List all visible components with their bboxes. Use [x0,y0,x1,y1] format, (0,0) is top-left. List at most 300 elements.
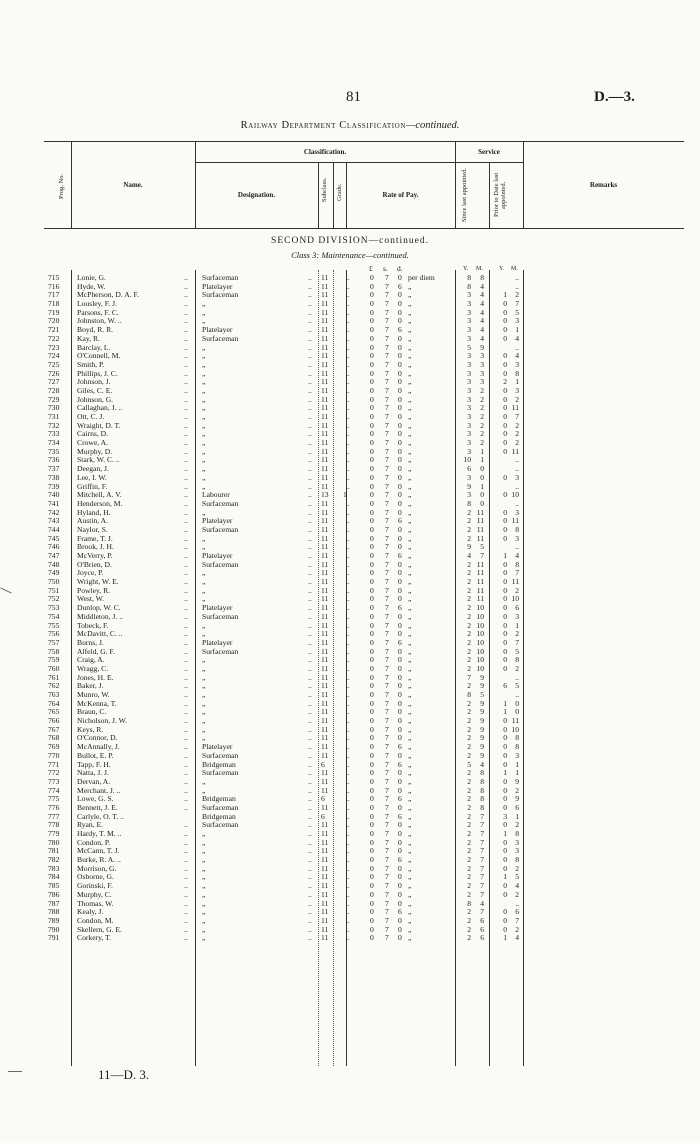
cell-sm: 4 [480,299,484,309]
cell-name: O'Connell, M. [77,351,121,361]
cell-sy: 3 [467,438,471,448]
cell-sub: 11 [321,585,329,595]
cell-sy: 6 [467,464,471,474]
cell-name: Cairns, D. [77,429,109,439]
cell-no: 745 [48,533,60,543]
cell-name: Austin, A. [77,516,109,526]
cell-d1: .. [184,585,188,595]
cell-d: 0 [398,585,402,595]
cell-pm: 3 [515,533,519,543]
cell-s: 7 [385,568,389,578]
cell-sub: 11 [321,446,329,456]
cell-pm: 0 [515,698,519,708]
table-body [0,274,700,943]
cell-d: 0 [398,577,402,587]
cell-des: „ [202,776,206,786]
cell-d2: .. [308,385,312,395]
cell-d3: .. [346,750,350,760]
cell-per: „ [408,829,412,838]
cell-per: „ [408,385,412,395]
cell-sub: 11 [321,620,329,630]
cell-d2: .. [308,307,312,317]
cell-pm: 2 [515,663,519,673]
cell-d3: .. [346,507,350,517]
cell-d: 0 [398,403,402,413]
cell-des: „ [202,542,206,552]
cell-d: 0 [398,881,402,891]
cell-des: „ [202,846,206,856]
cell-d3: .. [346,872,350,882]
cell-l: 0 [370,733,374,743]
cell-no: 732 [48,420,60,430]
cell-d3: .. [346,585,350,595]
cell-name: Corkery, T. [77,933,112,943]
cell-sy: 2 [467,594,471,604]
cell-no: 736 [48,455,60,465]
cell-py: 0 [503,759,507,769]
cell-d2: .. [308,872,312,882]
cell-no: 772 [48,768,60,778]
cell-d3: .. [346,385,350,395]
cell-s: 7 [385,594,389,604]
cell-pm: 2 [515,924,519,934]
cell-sub: 11 [321,611,329,621]
cell-sub: 11 [321,750,329,760]
cell-per: „ [408,690,412,699]
cell-pm: .. [515,672,519,682]
cell-sub: 11 [321,498,329,508]
cell-l: 0 [370,559,374,569]
cell-des: „ [202,785,206,795]
cell-name: Crowe, A. [77,438,109,448]
cell-sm: 9 [480,672,484,682]
cell-name: Carlyle, O. T. .. [77,811,124,821]
cell-sm: 5 [480,690,484,699]
cell-d: 0 [398,273,402,282]
cell-py: 1 [503,872,507,882]
cell-sm: 1 [480,481,484,491]
cell-s: 7 [385,316,389,326]
cell-s: 7 [385,768,389,778]
cell-d2: .. [308,811,312,821]
cell-l: 0 [370,464,374,474]
cell-py: 0 [503,438,507,448]
cell-per: „ [408,307,412,317]
cell-per: „ [408,907,412,917]
cell-no: 770 [48,750,60,760]
cell-sub: 11 [321,559,329,569]
cell-sub: 11 [321,403,329,413]
cell-d2: .. [308,820,312,830]
cell-sub: 11 [321,359,329,369]
cell-sub: 11 [321,429,329,439]
cell-per: „ [408,785,412,795]
cell-sub: 11 [321,690,329,699]
cell-d3: .. [346,273,350,282]
cell-d: 6 [398,855,402,865]
cell-d1: .. [184,915,188,925]
cell-pm: 9 [515,794,519,804]
cell-per: „ [408,620,412,630]
cell-d1: .. [184,412,188,421]
cell-sm: 4 [480,333,484,343]
cell-no: 731 [48,412,60,421]
cell-no: 778 [48,820,60,830]
cell-d: 0 [398,429,402,439]
cell-s: 7 [385,273,389,282]
cell-des: Surfaceman [202,559,239,569]
footer-reference: 11—D. 3. [98,1067,150,1082]
cell-d3: .. [346,889,350,899]
cell-l: 0 [370,446,374,456]
cell-sm: 11 [476,568,484,578]
cell-per: „ [408,924,412,934]
cell-sy: 2 [467,629,471,639]
cell-d3: .. [346,837,350,847]
cell-no: 785 [48,881,60,891]
cell-sm: 9 [480,742,484,752]
cell-sm: 7 [480,846,484,856]
cell-no: 760 [48,663,60,673]
cell-d: 6 [398,759,402,769]
table-row [0,648,700,657]
cell-name: Smith, P. [77,359,105,369]
cell-no: 734 [48,438,60,448]
cell-l: 0 [370,855,374,865]
cell-d3: .. [346,594,350,604]
cell-per: „ [408,889,412,899]
cell-name: Giles, C. E. [77,385,113,395]
cell-pm: .. [515,464,519,474]
cell-d2: .. [308,403,312,413]
cell-no: 764 [48,698,60,708]
cell-sm: 7 [480,863,484,873]
cell-sub: 11 [321,716,329,726]
cell-sub: 11 [321,577,329,587]
cell-d3: .. [346,299,350,309]
cell-sm: 9 [480,681,484,691]
cell-s: 7 [385,472,389,482]
cell-sm: 10 [476,603,484,613]
cell-d1: .. [184,846,188,856]
cell-des: „ [202,507,206,517]
cell-sy: 3 [467,490,471,500]
cell-name: Henderson, M. [77,498,123,508]
cell-sm: 2 [480,420,484,430]
cell-pm: 1 [515,620,519,630]
cell-l: 0 [370,420,374,430]
cell-s: 7 [385,307,389,317]
cell-name: Johnson, J. [77,377,111,387]
cell-sub: 11 [321,681,329,691]
cell-d: 0 [398,776,402,786]
cell-name: Lonie, G. [77,273,106,282]
cell-pm: 6 [515,802,519,812]
cell-d2: .. [308,742,312,752]
cell-pm: 11 [511,577,519,587]
cell-sm: 6 [480,915,484,925]
cell-des: „ [202,446,206,456]
cell-d: 0 [398,733,402,743]
cell-s: 7 [385,820,389,830]
cell-sub: 11 [321,907,329,917]
cell-sm: 8 [480,768,484,778]
cell-des: „ [202,855,206,865]
cell-s: 7 [385,672,389,682]
cell-name: Murphy, C. [77,889,112,899]
cell-name: Bullot, E. P. [77,750,114,760]
cell-d1: .. [184,603,188,613]
cell-sy: 8 [467,690,471,699]
cell-des: „ [202,377,206,387]
cell-des: Platelayer [202,603,233,613]
cell-d2: .. [308,325,312,335]
cell-sm: 8 [480,794,484,804]
cell-des: Platelayer [202,637,233,647]
cell-des: „ [202,907,206,917]
cell-l: 0 [370,863,374,873]
cell-py: 0 [503,924,507,934]
cell-pm: 4 [515,551,519,560]
cell-d2: .. [308,429,312,439]
cell-pm: 5 [515,872,519,882]
cell-d: 6 [398,281,402,291]
cell-d2: .. [308,907,312,917]
cell-l: 0 [370,290,374,300]
cell-per: „ [408,759,412,769]
cell-d: 0 [398,872,402,882]
cell-d1: .. [184,620,188,630]
cell-sm: 4 [480,281,484,291]
cell-pm: 2 [515,629,519,639]
cell-sy: 5 [467,342,471,352]
cell-sy: 3 [467,325,471,335]
cell-d3: .. [346,672,350,682]
cell-d2: .. [308,594,312,604]
cell-des: „ [202,716,206,726]
cell-pm: 10 [511,490,519,500]
cell-d: 0 [398,490,402,500]
cell-des: „ [202,837,206,847]
cell-d3: .. [346,759,350,769]
cell-no: 777 [48,811,60,821]
cell-no: 776 [48,802,60,812]
cell-des: „ [202,698,206,708]
cell-d: 6 [398,516,402,526]
cell-no: 791 [48,933,60,943]
cell-s: 7 [385,863,389,873]
table-row [0,404,700,413]
cell-sub: 11 [321,655,329,665]
cell-per: „ [408,394,412,404]
cell-d: 0 [398,498,402,508]
cell-l: 0 [370,881,374,891]
cell-per: „ [408,281,412,291]
cell-sy: 2 [467,915,471,925]
cell-name: Barclay, L. [77,342,111,352]
cell-d3: .. [346,516,350,526]
cell-sm: 7 [480,837,484,847]
cell-name: Lowe, G. S. [77,794,114,804]
cell-sy: 2 [467,802,471,812]
cell-des: Bridgeman [202,811,236,821]
cell-no: 753 [48,603,60,613]
cell-no: 737 [48,464,60,474]
cell-pm: 8 [515,524,519,534]
cell-per: „ [408,490,412,500]
cell-d3: .. [346,472,350,482]
cell-d1: .. [184,898,188,908]
cell-no: 735 [48,446,60,456]
cell-no: 728 [48,385,60,395]
cell-sy: 2 [467,724,471,734]
cell-sm: 0 [480,490,484,500]
cell-d2: .. [308,577,312,587]
header-grade: Grade. [336,183,343,201]
cell-pm: .. [515,281,519,291]
cell-d1: .. [184,872,188,882]
cell-l: 0 [370,516,374,526]
cell-no: 721 [48,325,60,335]
cell-d2: .. [308,490,312,500]
cell-py: 3 [503,811,507,821]
cell-pm: 5 [515,307,519,317]
cell-py: 0 [503,750,507,760]
cell-d: 0 [398,533,402,543]
cell-l: 0 [370,811,374,821]
cell-sy: 2 [467,611,471,621]
cell-no: 741 [48,498,60,508]
cell-l: 0 [370,663,374,673]
cell-no: 727 [48,377,60,387]
cell-d1: .. [184,577,188,587]
cell-des: „ [202,681,206,691]
cell-name: Burns, J. [77,637,104,647]
cell-s: 7 [385,637,389,647]
cell-l: 0 [370,672,374,682]
cell-name: Tobeck, F. [77,620,109,630]
cell-py: 2 [503,377,507,387]
cell-l: 0 [370,794,374,804]
cell-name: Kealy, J. [77,907,104,917]
cell-per: „ [408,724,412,734]
cell-sy: 2 [467,507,471,517]
cell-sub: 11 [321,290,329,300]
cell-des: „ [202,307,206,317]
cell-d1: .. [184,750,188,760]
cell-name: West, W. [77,594,105,604]
table-row [0,326,700,335]
cell-des: Platelayer [202,281,233,291]
cell-l: 0 [370,698,374,708]
cell-s: 7 [385,837,389,847]
cell-sub: 11 [321,915,329,925]
table-row [0,630,700,639]
cell-d3: .. [346,690,350,699]
cell-l: 0 [370,785,374,795]
cell-d3: .. [346,568,350,578]
cell-l: 0 [370,829,374,838]
cell-no: 750 [48,577,60,587]
cell-no: 768 [48,733,60,743]
prior-months-header: M. [511,266,518,272]
cell-pm: 7 [515,915,519,925]
cell-sm: 9 [480,750,484,760]
cell-name: Thomas, W. [77,898,114,908]
cell-sub: 11 [321,342,329,352]
cell-d1: .. [184,359,188,369]
cell-d1: .. [184,420,188,430]
cell-d3: .. [346,863,350,873]
cell-sy: 3 [467,472,471,482]
cell-d3: .. [346,403,350,413]
cell-name: Osborne, G. [77,872,114,882]
cell-s: 7 [385,577,389,587]
cell-d2: .. [308,611,312,621]
cell-sm: 7 [480,907,484,917]
cell-sm: 10 [476,637,484,647]
cell-per: „ [408,533,412,543]
cell-d2: .. [308,481,312,491]
cell-sm: 9 [480,707,484,717]
cell-des: „ [202,655,206,665]
cell-sub: 11 [321,742,329,752]
cell-d2: .. [308,698,312,708]
cell-d1: .. [184,464,188,474]
cell-d1: .. [184,481,188,491]
cell-per: „ [408,559,412,569]
cell-s: 7 [385,359,389,369]
cell-d1: .. [184,907,188,917]
cell-d1: .. [184,377,188,387]
cell-d3: .. [346,455,350,465]
shillings-header: s. [383,264,388,273]
cell-d: 0 [398,290,402,300]
cell-d2: .. [308,516,312,526]
cell-d2: .. [308,446,312,456]
cell-pm: 6 [515,603,519,613]
cell-des: Surfaceman [202,498,239,508]
cell-l: 0 [370,273,374,282]
cell-s: 7 [385,490,389,500]
cell-py: 0 [503,490,507,500]
cell-sm: 7 [480,829,484,838]
cell-no: 726 [48,368,60,378]
cell-s: 7 [385,794,389,804]
cell-d2: .. [308,724,312,734]
cell-d2: .. [308,681,312,691]
cell-d: 0 [398,837,402,847]
cell-per: per diem [408,273,435,282]
cell-l: 0 [370,681,374,691]
cell-sy: 2 [467,863,471,873]
cell-sy: 2 [467,716,471,726]
cell-d2: .. [308,420,312,430]
cell-sub: 11 [321,898,329,908]
cell-sub: 11 [321,412,329,421]
cell-sm: 11 [476,507,484,517]
cell-d1: .. [184,507,188,517]
cell-sub: 11 [321,646,329,656]
cell-sy: 3 [467,299,471,309]
cell-no: 789 [48,915,60,925]
cell-no: 787 [48,898,60,908]
cell-pm: 7 [515,412,519,421]
cell-sy: 3 [467,307,471,317]
cell-d2: .. [308,716,312,726]
cell-d: 0 [398,829,402,838]
cell-sub: 11 [321,785,329,795]
